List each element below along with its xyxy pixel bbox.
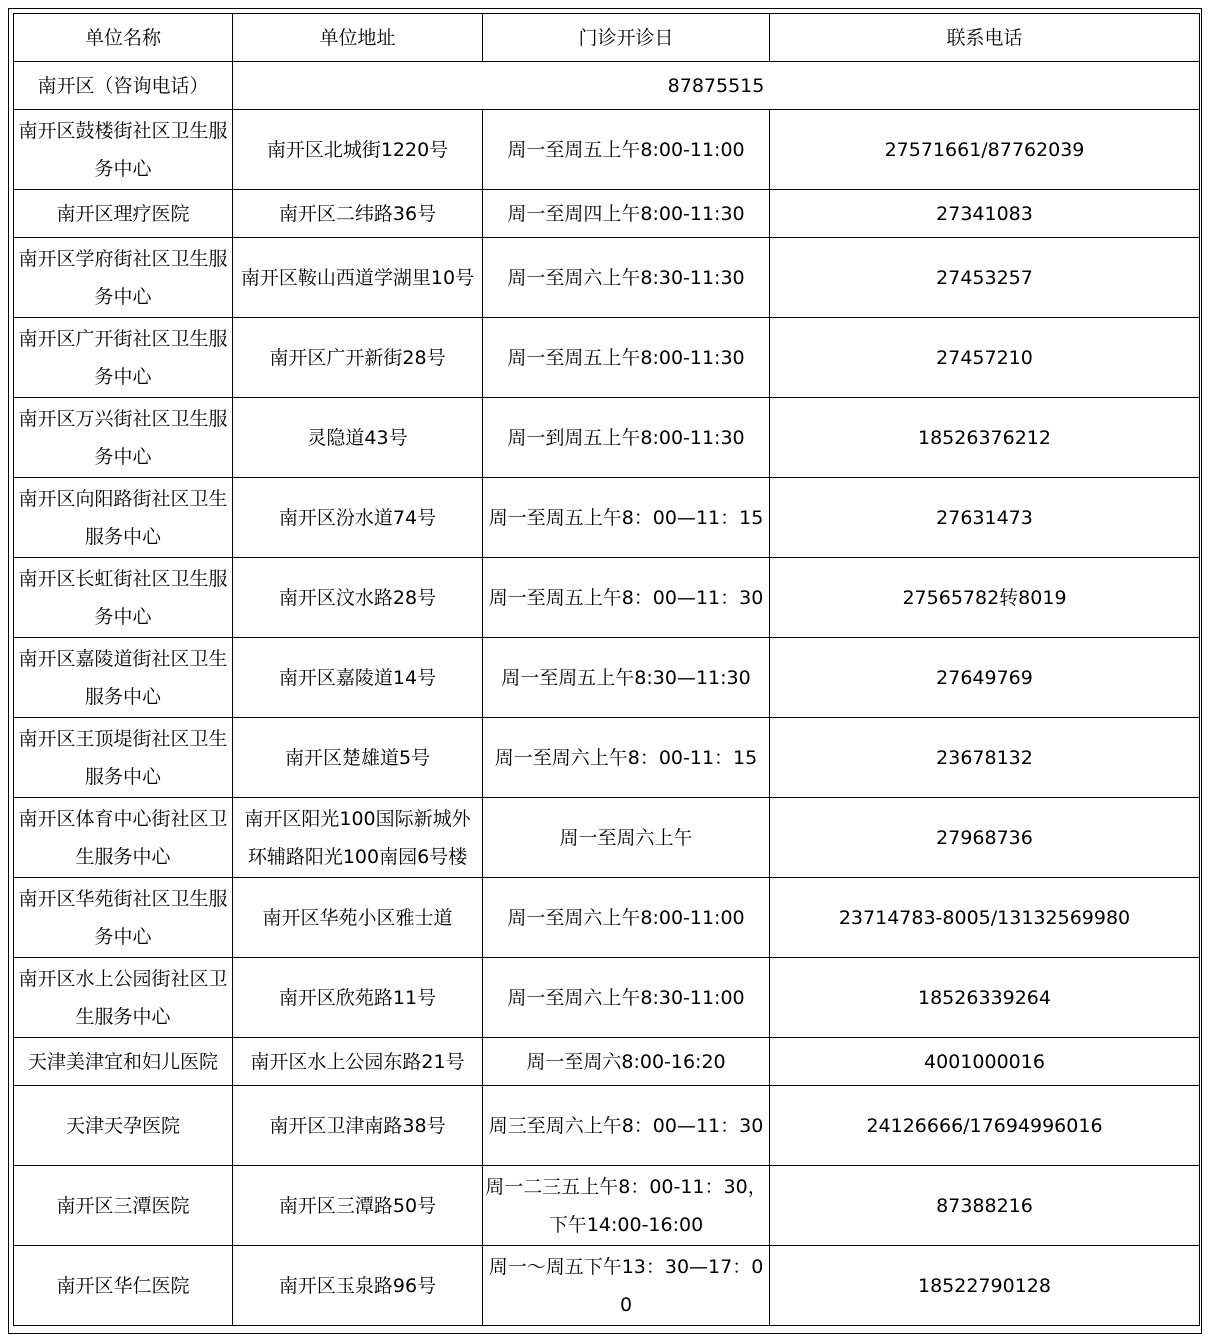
cell-unit-address: 南开区阳光100国际新城外环辅路阳光100南园6号楼 (233, 798, 483, 878)
cell-unit-name: 南开区三潭医院 (14, 1166, 233, 1246)
cell-clinic-hours: 周一至周五上午8：00—11：15 (483, 478, 770, 558)
cell-unit-name: 天津天孕医院 (14, 1086, 233, 1166)
cell-phone-number: 27453257 (770, 238, 1200, 318)
cell-clinic-hours: 周一至周四上午8:00-11:30 (483, 190, 770, 238)
table-row (14, 1166, 1200, 1246)
cell-phone-number: 27565782转8019 (770, 558, 1200, 638)
table-row (14, 238, 1200, 318)
cell-phone-number: 27457210 (770, 318, 1200, 398)
cell-phone-number: 27968736 (770, 798, 1200, 878)
cell-phone-number: 4001000016 (770, 1038, 1200, 1086)
cell-phone-number: 27631473 (770, 478, 1200, 558)
header-unit-address: 单位地址 (233, 14, 483, 62)
cell-phone-number: 18526339264 (770, 958, 1200, 1038)
table-row (14, 1086, 1200, 1166)
header-phone: 联系电话 (770, 14, 1200, 62)
cell-unit-name: 南开区万兴街社区卫生服务中心 (14, 398, 233, 478)
table-row (14, 398, 1200, 478)
cell-unit-name: 南开区长虹街社区卫生服务中心 (14, 558, 233, 638)
header-unit-name: 单位名称 (14, 14, 233, 62)
cell-phone-number: 27571661/87762039 (770, 110, 1200, 190)
cell-unit-address: 南开区三潭路50号 (233, 1166, 483, 1246)
cell-unit-address: 南开区欣苑路11号 (233, 958, 483, 1038)
cell-unit-address: 南开区水上公园东路21号 (233, 1038, 483, 1086)
table-row (14, 558, 1200, 638)
cell-unit-name: 南开区华苑街社区卫生服务中心 (14, 878, 233, 958)
table-row (14, 958, 1200, 1038)
cell-phone-number: 27649769 (770, 638, 1200, 718)
cell-clinic-hours: 周一至周六上午8:30-11:00 (483, 958, 770, 1038)
table-row (14, 798, 1200, 878)
cell-unit-name: 南开区向阳路街社区卫生服务中心 (14, 478, 233, 558)
cell-unit-address: 南开区汾水道74号 (233, 478, 483, 558)
cell-phone-number: 87388216 (770, 1166, 1200, 1246)
table-row (14, 878, 1200, 958)
table-row (14, 1038, 1200, 1086)
table-row (14, 318, 1200, 398)
cell-unit-name: 南开区体育中心街社区卫生服务中心 (14, 798, 233, 878)
cell-clinic-hours: 周一至周五上午8:00-11:00 (483, 110, 770, 190)
consult-name: 南开区（咨询电话） (14, 62, 233, 110)
cell-clinic-hours: 周一二三五上午8：00-11：30，下午14:00-16:00 (483, 1166, 770, 1246)
cell-unit-address: 南开区北城街1220号 (233, 110, 483, 190)
clinic-table (13, 13, 1200, 1326)
cell-phone-number: 27341083 (770, 190, 1200, 238)
consult-row (14, 62, 1200, 110)
cell-phone-number: 23678132 (770, 718, 1200, 798)
cell-phone-number: 18522790128 (770, 1246, 1200, 1326)
cell-unit-address: 南开区广开新街28号 (233, 318, 483, 398)
cell-unit-name: 天津美津宜和妇儿医院 (14, 1038, 233, 1086)
cell-clinic-hours: 周一至周五上午8：00—11：30 (483, 558, 770, 638)
header-row (14, 14, 1200, 62)
cell-unit-address: 南开区嘉陵道14号 (233, 638, 483, 718)
cell-unit-name: 南开区嘉陵道街社区卫生服务中心 (14, 638, 233, 718)
table-row (14, 190, 1200, 238)
cell-clinic-hours: 周一到周五上午8:00-11:30 (483, 398, 770, 478)
cell-unit-address: 南开区楚雄道5号 (233, 718, 483, 798)
cell-clinic-hours: 周一至周五上午8:30—11:30 (483, 638, 770, 718)
cell-unit-name: 南开区王顶堤街社区卫生服务中心 (14, 718, 233, 798)
cell-unit-name: 南开区学府街社区卫生服务中心 (14, 238, 233, 318)
cell-unit-address: 南开区二纬路36号 (233, 190, 483, 238)
cell-unit-name: 南开区理疗医院 (14, 190, 233, 238)
cell-unit-address: 南开区华苑小区雅士道 (233, 878, 483, 958)
cell-phone-number: 24126666/17694996016 (770, 1086, 1200, 1166)
table-row (14, 110, 1200, 190)
header-clinic-days: 门诊开诊日 (483, 14, 770, 62)
table-row (14, 638, 1200, 718)
cell-unit-name: 南开区华仁医院 (14, 1246, 233, 1326)
cell-unit-address: 南开区卫津南路38号 (233, 1086, 483, 1166)
table-row (14, 718, 1200, 798)
cell-unit-name: 南开区广开街社区卫生服务中心 (14, 318, 233, 398)
cell-unit-address: 灵隐道43号 (233, 398, 483, 478)
cell-unit-name: 南开区水上公园街社区卫生服务中心 (14, 958, 233, 1038)
cell-clinic-hours: 周一至周六上午8:00-11:00 (483, 878, 770, 958)
cell-clinic-hours: 周一至周六上午8：00-11：15 (483, 718, 770, 798)
table-row (14, 478, 1200, 558)
cell-unit-address: 南开区玉泉路96号 (233, 1246, 483, 1326)
cell-clinic-hours: 周一～周五下午13：30—17：00 (483, 1246, 770, 1326)
cell-unit-name: 南开区鼓楼街社区卫生服务中心 (14, 110, 233, 190)
consult-phone: 87875515 (233, 62, 1200, 110)
cell-phone-number: 23714783-8005/13132569980 (770, 878, 1200, 958)
cell-clinic-hours: 周一至周五上午8:00-11:30 (483, 318, 770, 398)
cell-clinic-hours: 周一至周六上午 (483, 798, 770, 878)
cell-phone-number: 18526376212 (770, 398, 1200, 478)
table-row (14, 1246, 1200, 1326)
cell-clinic-hours: 周一至周六上午8:30-11:30 (483, 238, 770, 318)
cell-clinic-hours: 周一至周六8:00-16:20 (483, 1038, 770, 1086)
cell-unit-address: 南开区鞍山西道学湖里10号 (233, 238, 483, 318)
cell-unit-address: 南开区汶水路28号 (233, 558, 483, 638)
cell-clinic-hours: 周三至周六上午8：00—11：30 (483, 1086, 770, 1166)
